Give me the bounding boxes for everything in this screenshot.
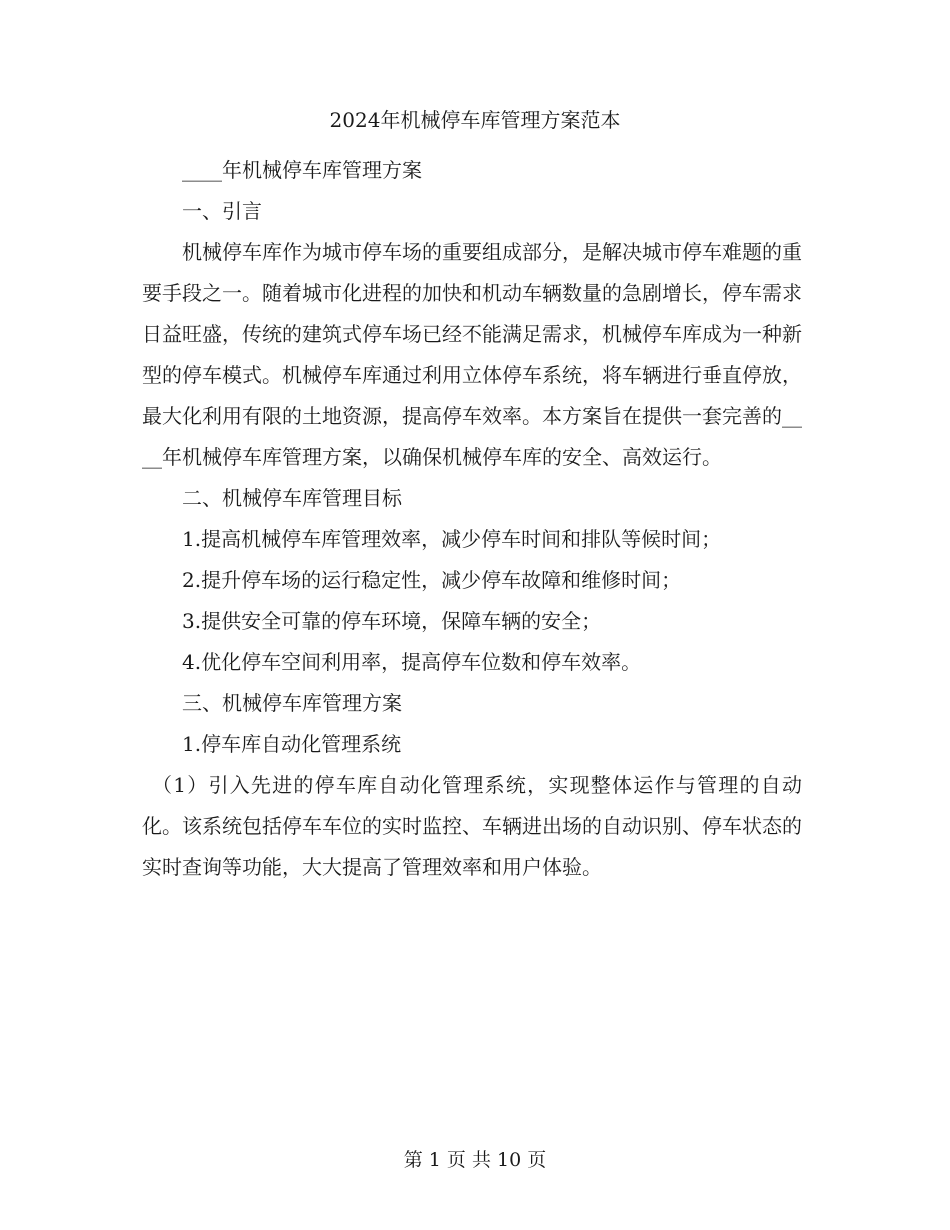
section-heading-intro: 一、引言	[182, 199, 262, 223]
plan-subheading-1: 1.停车库自动化管理系统	[182, 732, 402, 756]
goal-item-2: 2.提升停车场的运行稳定性，减少停车故障和维修时间；	[182, 568, 682, 592]
intro-paragraph: 机械停车库作为城市停车场的重要组成部分，是解决城市停车难题的重要手段之一。随着城市化进程的加快和机动车辆数量的急剧增长，停车需求日益旺盛，传统的建筑式停车场已经不能满足需求，机械停车库成为一种新型的停车模式。机械停车库通过利用立体停车系统，将车辆进行垂直停放，最大化利用有限的土地资源，提高停车效率。本方案旨在提供一套完善的____年机械停车库管理方案，以确保机械停车库的安全、高效运行。	[142, 240, 802, 469]
goal-item-4: 4.优化停车空间利用率，提高停车位数和停车效率。	[182, 650, 642, 674]
plan-paragraph-1: （1）引入先进的停车库自动化管理系统，实现整体运作与管理的自动化。该系统包括停车车位的实时监控、车辆进出场的自动识别、停车状态的实时查询等功能，大大提高了管理效率和用户体验。	[142, 773, 802, 879]
page-footer: 第 1 页 共 10 页	[403, 1149, 547, 1171]
document-body	[142, 150, 802, 888]
section-heading-plan: 三、机械停车库管理方案	[182, 691, 402, 715]
document-title: 2024年机械停车库管理方案范本	[329, 108, 621, 132]
goal-item-1: 1.提高机械停车库管理效率，减少停车时间和排队等候时间；	[182, 527, 722, 551]
goal-item-3: 3.提供安全可靠的停车环境，保障车辆的安全；	[182, 609, 602, 633]
subtitle-paragraph: ____年机械停车库管理方案	[182, 158, 422, 182]
section-heading-goals: 二、机械停车库管理目标	[182, 486, 402, 510]
